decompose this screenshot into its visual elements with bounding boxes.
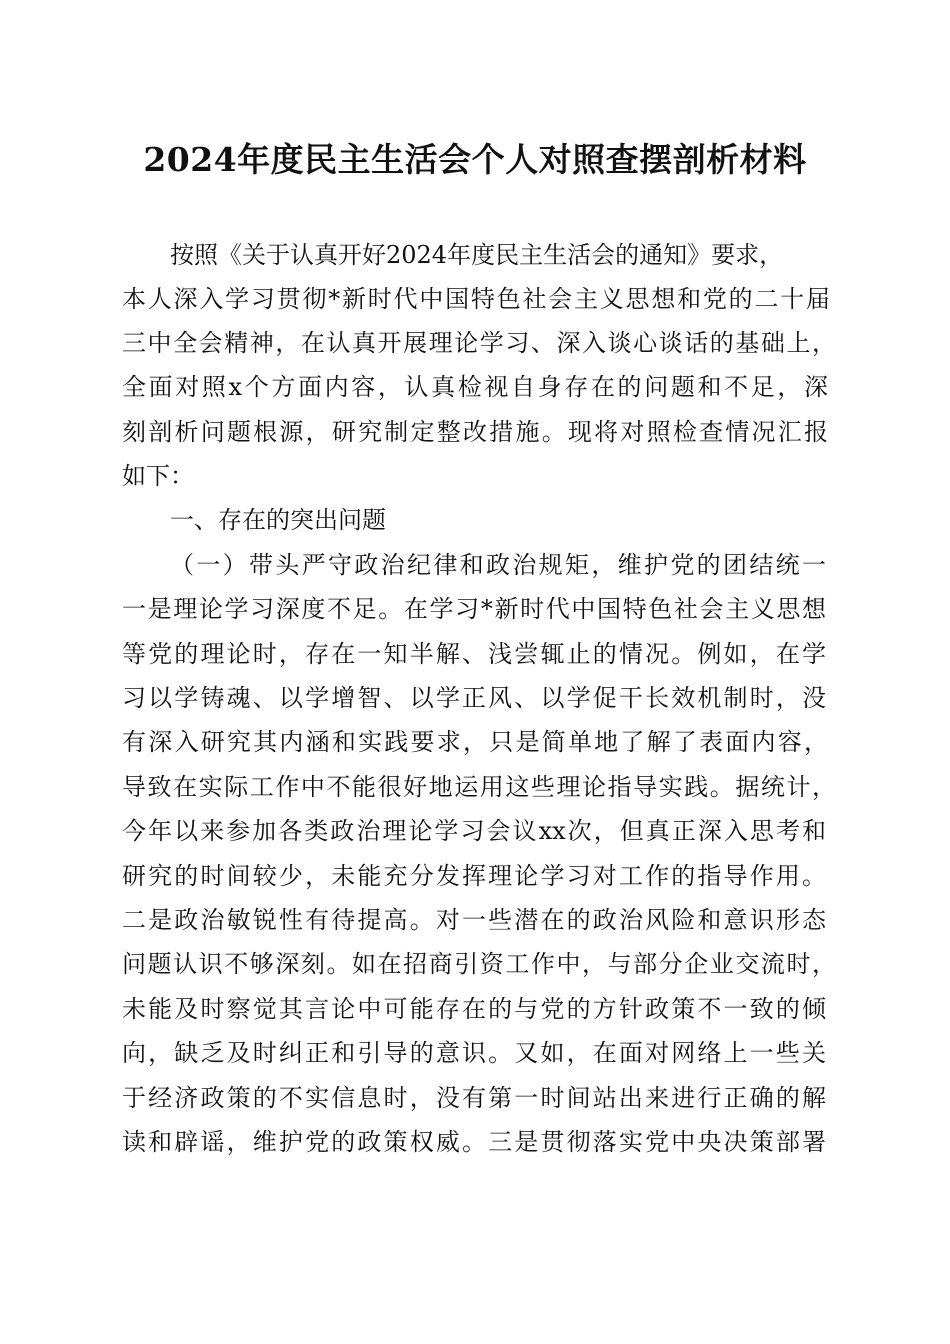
body-line-8: 二是政治敏锐性有待提高。对一些潜在的政治风险和意识形态: [122, 906, 826, 934]
body-line-13: 读和辟谣，维护党的政策权威。三是贯彻落实党中央决策部署: [122, 1128, 826, 1156]
body-line-1: 一是理论学习深度不足。在学习*新时代中国特色社会主义思想: [122, 595, 826, 623]
body-line-11: 向，缺乏及时纠正和引导的意识。又如，在面对网络上一些关: [122, 1039, 826, 1067]
intro-line-4: 全面对照x个方面内容，认真检视自身存在的问题和不足，深: [122, 373, 828, 401]
body-line-12: 于经济政策的不实信息时，没有第一时间站出来进行正确的解: [122, 1084, 826, 1112]
body-line-9: 问题认识不够深刻。如在招商引资工作中，与部分企业交流时，: [122, 950, 836, 978]
intro-line-6: 如下：: [122, 462, 194, 490]
body-line-6: 今年以来参加各类政治理论学习会议xx次，但真正深入思考和: [122, 817, 826, 845]
body-line-10: 未能及时察觉其言论中可能存在的与党的方针政策不一致的倾: [122, 995, 826, 1023]
subsection-heading: （一）带头严守政治纪律和政治规矩，维护党的团结统一: [170, 551, 826, 579]
document-title: 2024年度民主生活会个人对照查摆剖析材料: [143, 140, 807, 179]
intro-line-1: 按照《关于认真开好2024年度民主生活会的通知》要求，: [170, 241, 784, 269]
intro-line-3: 三中全会精神，在认真开展理论学习、深入谈心谈话的基础上，: [122, 329, 836, 357]
section-heading: 一、存在的突出问题: [170, 506, 386, 534]
body-line-2: 等党的理论时，存在一知半解、浅尝辄止的情况。例如，在学: [122, 640, 826, 668]
body-line-7: 研究的时间较少，未能充分发挥理论学习对工作的指导作用。: [122, 862, 826, 890]
body-line-4: 有深入研究其内涵和实践要求，只是简单地了解了表面内容，: [122, 728, 828, 756]
body-line-3: 习以学铸魂、以学增智、以学正风、以学促干长效机制时，没: [122, 684, 826, 712]
intro-line-2: 本人深入学习贯彻*新时代中国特色社会主义思想和党的二十届: [122, 285, 830, 313]
intro-line-5: 刻剖析问题根源，研究制定整改措施。现将对照检查情况汇报: [122, 418, 828, 446]
body-line-5: 导致在实际工作中不能很好地运用这些理论指导实践。据统计，: [122, 773, 836, 801]
